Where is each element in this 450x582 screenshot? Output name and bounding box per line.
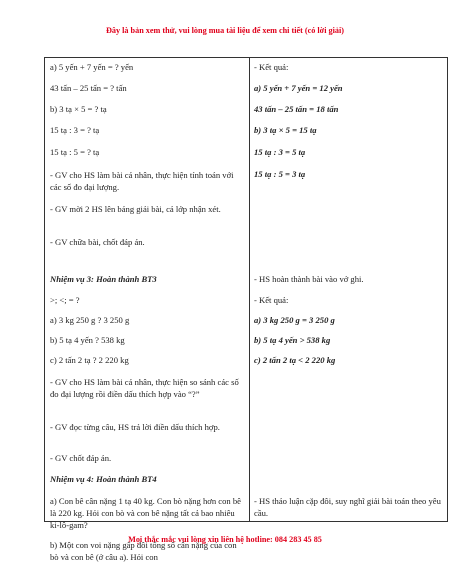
teacher-instruction: - GV đọc từng câu, HS trả lời điền dấu thích hợp. bbox=[50, 422, 220, 432]
exercise-line: b) 5 tạ 4 yến ? 538 kg bbox=[50, 335, 125, 345]
teacher-instruction: - GV chốt đáp án. bbox=[50, 453, 112, 463]
answer-line: b) 5 tạ 4 yến > 538 kg bbox=[254, 335, 331, 345]
student-activity: - HS thảo luận cặp đôi, suy nghĩ giải bài toán theo yêu cầu. bbox=[254, 496, 441, 518]
preview-banner: Đây là bản xem thử, vui lòng mua tài liệu để xem chi tiết (có lời giải) bbox=[105, 26, 344, 35]
result-label: - Kết quả: bbox=[254, 62, 289, 72]
answer-line: 43 tấn – 25 tấn = 18 tấn bbox=[254, 104, 339, 114]
word-problem: a) Con bê cân nặng 1 tạ 40 kg. Con bò nặng hơn con bê là 220 kg. Hỏi con bò và con bê nặng tất cả bao nhiêu ki-lô-gam? bbox=[50, 496, 241, 530]
answer-line: c) 2 tấn 2 tạ < 2 220 kg bbox=[254, 355, 336, 365]
answer-line: a) 5 yến + 7 yến = 12 yến bbox=[254, 83, 343, 93]
result-label: - Kết quả: bbox=[254, 295, 289, 305]
exercise-line: a) 5 yến + 7 yến = ? yến bbox=[50, 62, 134, 72]
exercise-line: 15 tạ : 5 = ? tạ bbox=[50, 147, 100, 157]
task-heading: Nhiệm vụ 4: Hoàn thành BT4 bbox=[50, 474, 157, 484]
exercise-line: >; <; = ? bbox=[50, 295, 80, 305]
answer-line: a) 3 kg 250 g = 3 250 g bbox=[254, 315, 335, 325]
task-heading: Nhiệm vụ 3: Hoàn thành BT3 bbox=[50, 274, 157, 284]
exercise-line: 15 tạ : 3 = ? tạ bbox=[50, 125, 100, 135]
exercise-line: a) 3 kg 250 g ? 3 250 g bbox=[50, 315, 130, 325]
teacher-instruction: - GV cho HS làm bài cá nhân, thực hiện tính toán với các số đo đại lượng. bbox=[50, 170, 234, 192]
teacher-instruction: - GV cho HS làm bài cá nhân, thực hiện so sánh các số đo đại lượng rồi điền dấu thích hợp vào “?” bbox=[50, 377, 239, 399]
hotline-footer: Mọi thắc mắc vui lòng xin liên hệ hotline: 084 283 45 85 bbox=[128, 535, 322, 544]
exercise-line: c) 2 tấn 2 tạ ? 2 220 kg bbox=[50, 355, 129, 365]
teacher-instruction: - GV mời 2 HS lên bảng giải bài, cả lớp nhận xét. bbox=[50, 204, 221, 214]
student-activity: - HS hoàn thành bài vào vở ghi. bbox=[254, 274, 364, 284]
student-column bbox=[254, 58, 444, 521]
answer-line: 15 tạ : 3 = 5 tạ bbox=[254, 147, 306, 157]
exercise-line: b) 3 tạ × 5 = ? tạ bbox=[50, 104, 107, 114]
answer-line: 15 tạ : 5 = 3 tạ bbox=[254, 169, 306, 179]
exercise-line: 43 tấn – 25 tấn = ? tấn bbox=[50, 83, 127, 93]
answer-line: b) 3 tạ × 5 = 15 tạ bbox=[254, 125, 317, 135]
column-divider bbox=[249, 58, 250, 521]
teacher-instruction: - GV chữa bài, chốt đáp án. bbox=[50, 237, 145, 247]
word-problem: b) Một con voi nặng gấp đôi tổng số cân nặng của con bò và con bê (ở câu a). Hỏi con bbox=[50, 540, 237, 562]
